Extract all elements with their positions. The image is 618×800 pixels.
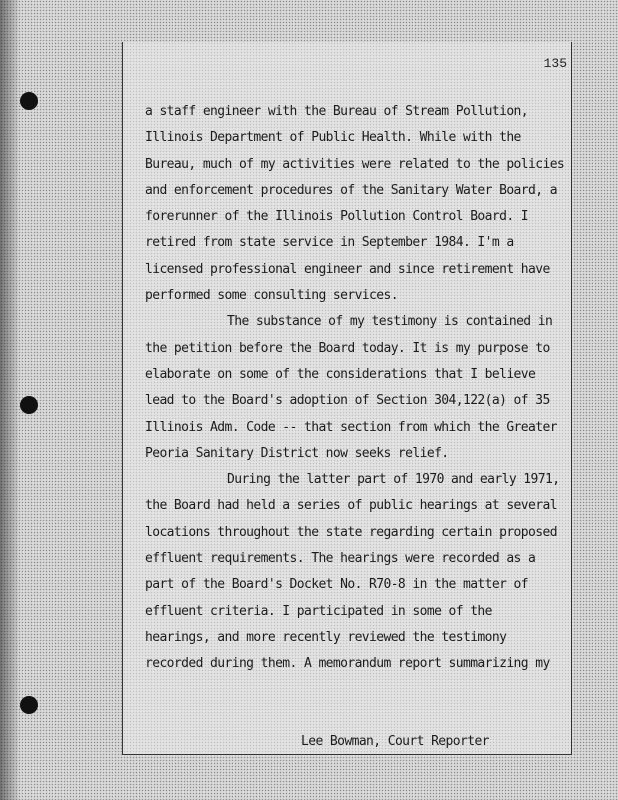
transcript-line: Peoria Sanitary District now seeks relief. xyxy=(145,445,449,461)
transcript-line: a staff engineer with the Bureau of Stream Pollution, xyxy=(145,104,529,119)
page-number: 135 xyxy=(543,56,567,71)
transcript-line: Bureau, much of my activities were related to the policies xyxy=(145,156,565,172)
transcript-line: the Board had held a series of public hearings at several xyxy=(145,498,557,514)
transcript-line: licensed professional engineer and since retirement have xyxy=(145,261,550,277)
transcript-line: and enforcement procedures of the Sanitary Water Board, a xyxy=(145,182,557,198)
transcript-line: During the latter part of 1970 and early 1971, xyxy=(227,472,560,488)
transcript-line: elaborate on some of the considerations that I believe xyxy=(145,366,536,382)
transcript-line: lead to the Board's adoption of Section 304,122(a) of 35 xyxy=(145,393,550,409)
scan-edge-shadow xyxy=(0,0,20,800)
transcript-page xyxy=(122,42,572,755)
transcript-line: Illinois Department of Public Health. While with the xyxy=(145,130,521,146)
transcript-line: retired from state service in September 1984. I'm a xyxy=(145,235,514,251)
transcript-line: Illinois Adm. Code -- that section from which the Greater xyxy=(145,419,557,435)
transcript-line: hearings, and more recently reviewed the testimony xyxy=(145,629,507,645)
binder-hole-top xyxy=(20,92,38,110)
binder-hole-bottom xyxy=(20,696,38,714)
transcript-line: effluent requirements. The hearings were recorded as a xyxy=(145,551,536,567)
transcript-line: part of the Board's Docket No. R70-8 in the matter of xyxy=(145,577,529,593)
transcript-line: performed some consulting services. xyxy=(145,288,398,304)
transcript-line: recorded during them. A memorandum report summarizing my xyxy=(145,656,550,672)
binder-hole-middle xyxy=(20,396,38,414)
transcript-line: locations throughout the state regarding certain proposed xyxy=(145,524,557,540)
transcript-line: The substance of my testimony is contained in xyxy=(227,314,553,330)
transcript-body xyxy=(145,104,575,683)
transcript-line: the petition before the Board today. It is my purpose to xyxy=(145,340,550,356)
transcript-line: forerunner of the Illinois Pollution Control Board. I xyxy=(145,209,529,225)
transcript-line: effluent criteria. I participated in some of the xyxy=(145,603,492,619)
court-reporter-footer: Lee Bowman, Court Reporter xyxy=(301,734,489,749)
